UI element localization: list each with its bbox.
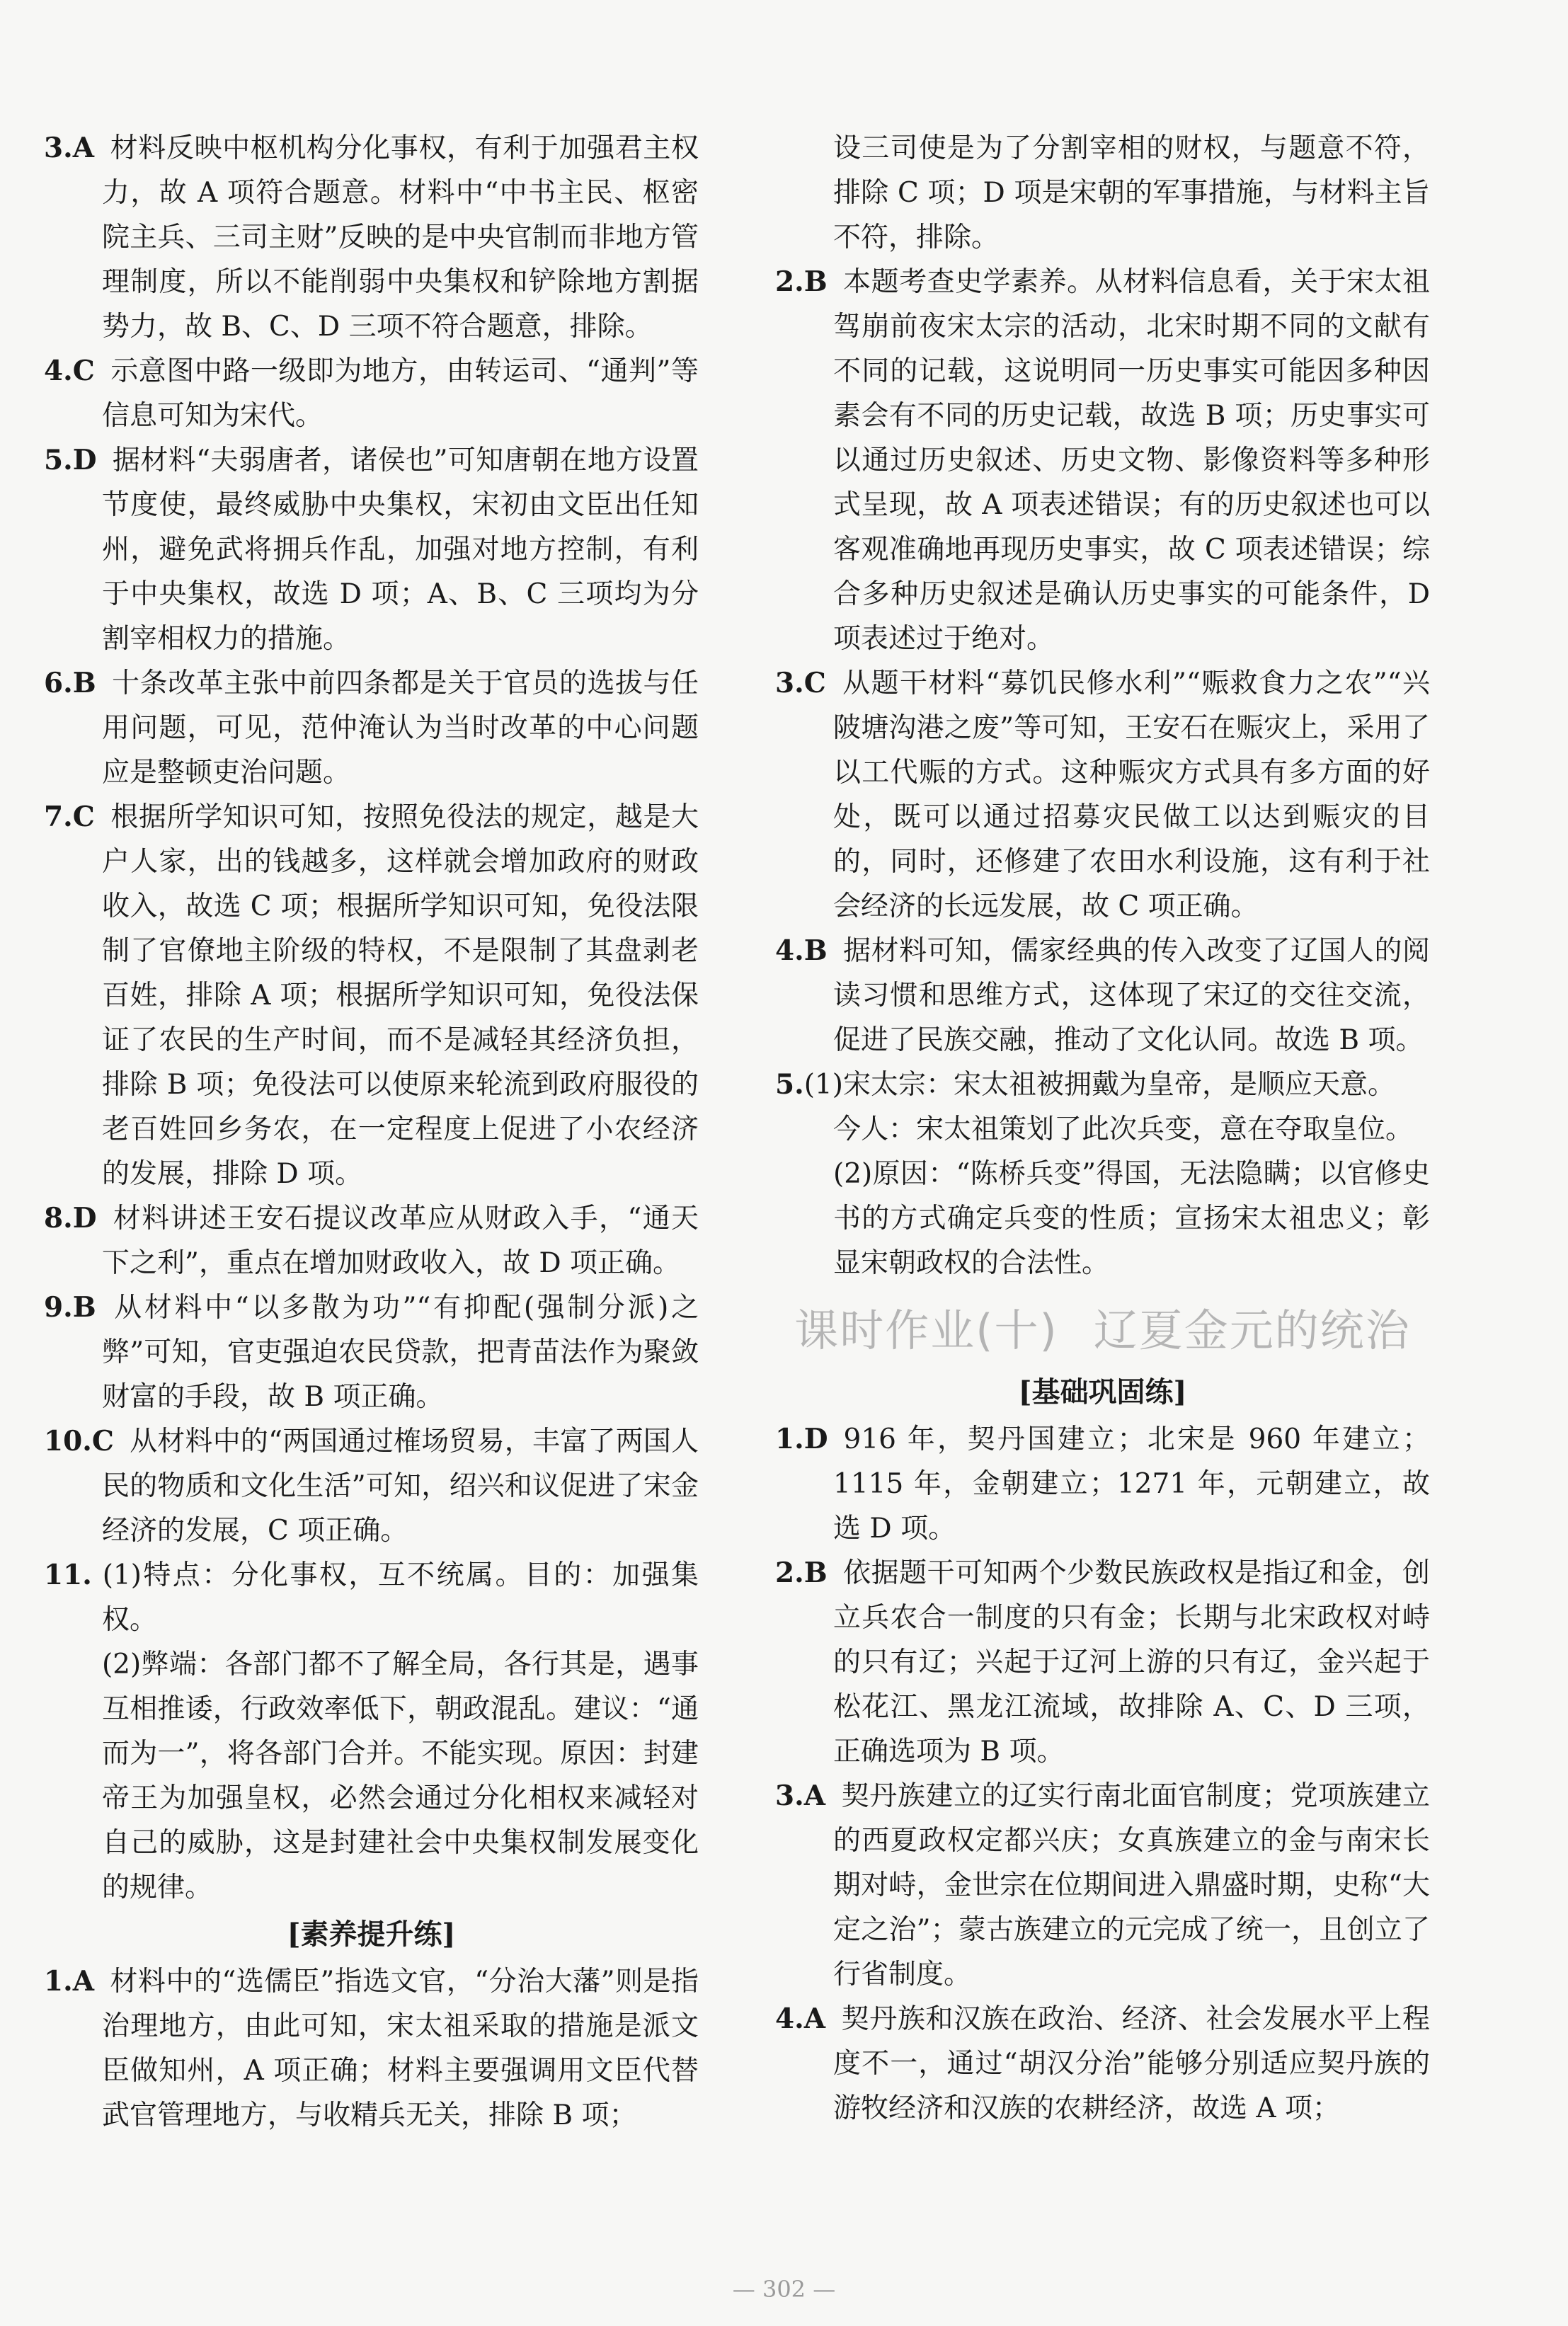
- answer-item: 3.C 从题干材料“募饥民修水利”“赈救食力之农”“兴陂塘沟港之废”等可知，王安石在赈灾上，采用了以工代赈的方式。这种赈灾方式具有多方面的好处，既可以通过招募灾民做工以达到赈灾的目的，同时，还修建了农田水利设施，这有利于社会经济的长远发展，故 C 项正确。: [775, 667, 1430, 922]
- answer-item: 5.(1)宋太宗：宋太祖被拥戴为皇帝，是顺应天意。: [775, 1068, 1395, 1101]
- left-column: [44, 126, 699, 2138]
- answer-item-continued: 设三司使是为了分割宰相的财权，与题意不符，排除 C 项；D 项是宋朝的军事措施，与材料主旨不符，排除。: [833, 132, 1430, 253]
- right-column: [775, 126, 1430, 2131]
- lesson-title: 课时作业(十) 辽夏金元的统治: [794, 1305, 1411, 1356]
- answer-item-continued: (2)弊端：各部门都不了解全局，各行其是，遇事互相推诿，行政效率低下，朝政混乱。建议：“通而为一”，将各部门合并。不能实现。原因：封建帝王为加强皇权，必然会通过分化相权来减轻对自己的威胁，这是封建社会中央集权制发展变化的规律。: [102, 1649, 699, 1903]
- answer-item: 9.B 从材料中“以多散为功”“有抑配(强制分派)之弊”可知，官吏强迫农民贷款，把青苗法作为聚敛财富的手段，故 B 项正确。: [44, 1291, 699, 1413]
- answer-item: 4.B 据材料可知，儒家经典的传入改变了辽国人的阅读习惯和思维方式，这体现了宋辽的交往交流，促进了民族交融，推动了文化认同。故选 B 项。: [775, 934, 1430, 1056]
- answer-item: 1.D 916 年，契丹国建立；北宋是 960 年建立；1115 年，金朝建立；1271 年，元朝建立，故选 D 项。: [775, 1423, 1430, 1545]
- answer-item: 7.C 根据所学知识可知，按照免役法的规定，越是大户人家，出的钱越多，这样就会增加政府的财政收入，故选 C 项；根据所学知识可知，免役法限制了官僚地主阶级的特权，不是限制了其盘剥老百姓，排除 A 项；根据所学知识可知，免役法保证了农民的生产时间，而不是减轻其经济负担，排除 B 项；免役法可以使原来轮流到政府服役的老百姓回乡务农，在一定程度上促进了小农经济的发展，排除 D 项。: [44, 801, 699, 1190]
- answer-item: 6.B 十条改革主张中前四条都是关于官员的选拔与任用问题，可见，范仲淹认为当时改革的中心问题应是整顿吏治问题。: [44, 667, 699, 789]
- answer-item: 11. (1)特点：分化事权，互不统属。目的：加强集权。: [44, 1559, 699, 1636]
- answer-item: 3.A 契丹族建立的辽实行南北面官制度；党项族建立的西夏政权定都兴庆；女真族建立的金与南宋长期对峙，金世宗在位期间进入鼎盛时期，史称“大定之治”；蒙古族建立的元完成了统一，且创立了行省制度。: [775, 1780, 1430, 1990]
- section-heading: [基础巩固练]: [1018, 1375, 1187, 1409]
- answer-item: 3.A 材料反映中枢机构分化事权，有利于加强君主权力，故 A 项符合题意。材料中“中书主民、枢密院主兵、三司主财”反映的是中央官制而非地方管理制度，所以不能削弱中央集权和铲除地方割据势力，故 B、C、D 三项不符合题意，排除。: [44, 132, 699, 343]
- answer-item: 2.B 依据题干可知两个少数民族政权是指辽和金，创立兵农合一制度的只有金；长期与北宋政权对峙的只有辽；兴起于辽河上游的只有辽，金兴起于松花江、黑龙江流域，故排除 A、C、D 三项，正确选项为 B 项。: [775, 1557, 1430, 1768]
- page-number: — 302 —: [732, 2276, 836, 2303]
- answer-item: 4.A 契丹族和汉族在政治、经济、社会发展水平上程度不一，通过“胡汉分治”能够分别适应契丹族的游牧经济和汉族的农耕经济，故选 A 项；: [775, 2003, 1430, 2124]
- answer-item-continued: 今人：宋太祖策划了此次兵变，意在夺取皇位。: [833, 1113, 1414, 1145]
- answer-item: 8.D 材料讲述王安石提议改革应从财政入手，“通天下之利”，重点在增加财政收入，故 D 项正确。: [44, 1202, 699, 1279]
- answer-item: 10.C 从材料中的“两国通过榷场贸易，丰富了两国人民的物质和文化生活”可知，绍兴和议促进了宋金经济的发展，C 项正确。: [44, 1425, 699, 1547]
- answer-item-continued: (2)原因：“陈桥兵变”得国，无法隐瞒；以官修史书的方式确定兵变的性质；宣扬宋太祖忠义；彰显宋朝政权的合法性。: [833, 1158, 1430, 1279]
- section-heading: [素养提升练]: [287, 1918, 456, 1951]
- answer-item: 1.A 材料中的“选儒臣”指选文官，“分治大藩”则是指治理地方，由此可知，宋太祖采取的措施是派文臣做知州，A 项正确；材料主要强调用文臣代替武官管理地方，与收精兵无关，排除 B 项；: [44, 1965, 699, 2131]
- answer-item: 5.D 据材料“夫弱唐者，诸侯也”可知唐朝在地方设置节度使，最终威胁中央集权，宋初由文臣出任知州，避免武将拥兵作乱，加强对地方控制，有利于中央集权，故选 D 项；A、B、C 三项均为分割宰相权力的措施。: [44, 444, 699, 655]
- answer-item: 4.C 示意图中路一级即为地方，由转运司、“通判”等信息可知为宋代。: [44, 355, 699, 432]
- answer-item: 2.B 本题考查史学素养。从材料信息看，关于宋太祖驾崩前夜宋太宗的活动，北宋时期不同的文献有不同的记载，这说明同一历史事实可能因多种因素会有不同的历史记载，故选 B 项；历史事实可以通过历史叙述、历史文物、影像资料等多种形式呈现，故 A 项表述错误；有的历史叙述也可以客观准确地再现历史事实，故 C 项表述错误；综合多种历史叙述是确认历史事实的可能条件，D 项表述过于绝对。: [775, 265, 1430, 655]
